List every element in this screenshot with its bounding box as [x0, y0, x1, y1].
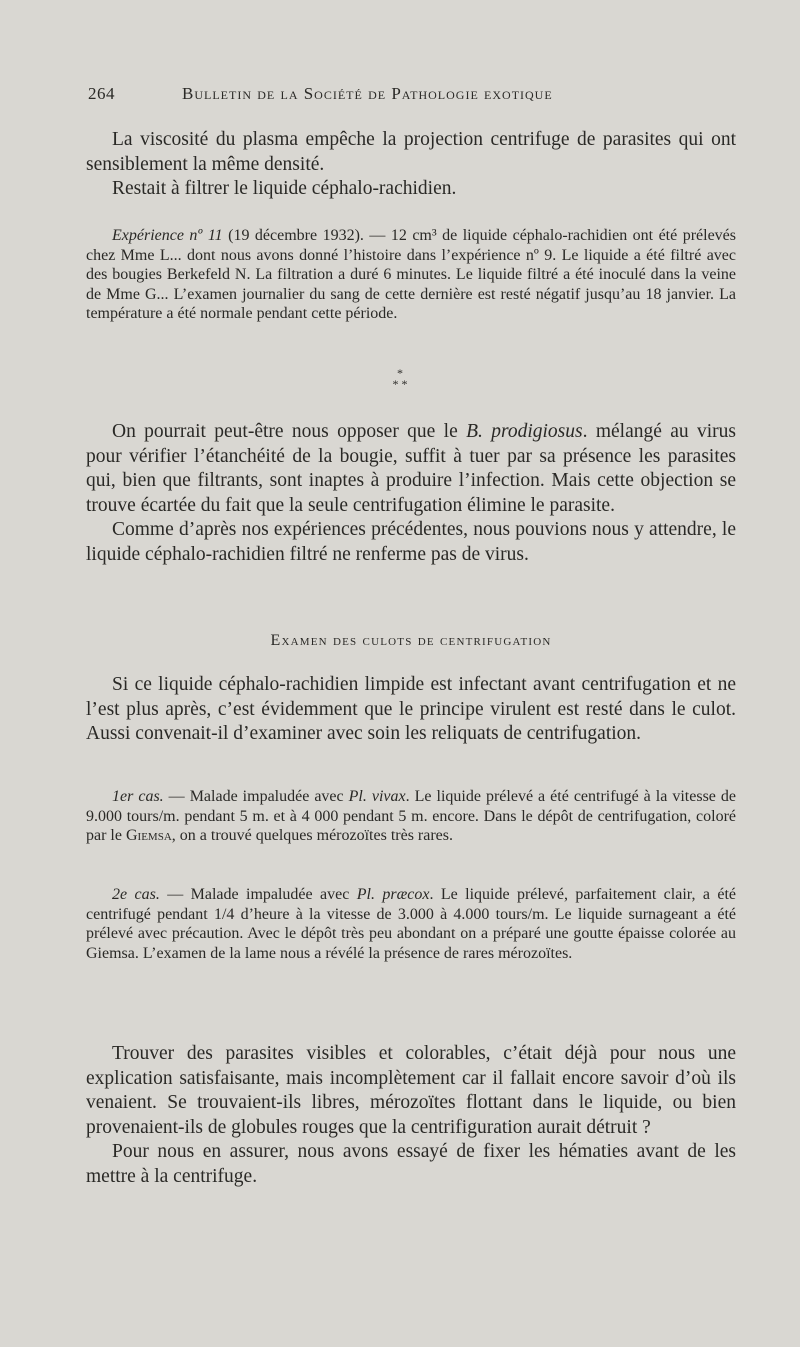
- separator-stars-bottom: * *: [392, 377, 408, 391]
- species-prodigiosus: B. prodigiosus: [466, 421, 583, 442]
- case-1-paragraph: 1er cas. — Malade impaludée avec Pl. vivax. Le liquide prélevé a été centrifugé à la vitesse de 9.000 tours/m. pendant 5 m. et à 4 000 pendant 5 m. encore. Dans le dépôt de centrifugation, coloré par le Giemsa, on a trouvé quelques mérozoïtes très rares.: [86, 788, 737, 844]
- case-1-label: 1er cas.: [112, 788, 164, 805]
- paragraph-culot: Si ce liquide céphalo-rachidien limpide est infectant avant centrifugation et ne l’est plus après, c’est évidemment que le principe virulent est resté dans le culot. Aussi convenait-il d’examiner avec soin les reliquats de centrifugation.: [86, 674, 736, 744]
- closing-paragraphs: [86, 1042, 736, 1189]
- experiment-11: [86, 226, 736, 324]
- experiment-label: Expérience nº 11: [112, 227, 223, 244]
- separator-star-top: *: [397, 366, 403, 380]
- section-paragraph: [86, 673, 736, 747]
- intro-paragraphs: [86, 128, 736, 202]
- section-separator: [380, 368, 420, 390]
- page-number: 264: [88, 84, 115, 103]
- stain-giemsa: Giemsa: [125, 827, 172, 844]
- experiment-text: (19 décembre 1932). — 12 cm³ de liquide céphalo-rachidien ont été prélevés chez Mme L... dont nous avons donné l’histoire dans l’expérience nº 9. Le liquide a été filtré avec des bougies Berkefeld N. La filtration a duré 6 minutes. Le liquide filtré a été inoculé dans la veine de Mme G... L’examen journalier du sang de cette dernière est resté négatif jusqu’au 18 janvier. La température a été normale pendant cette période.: [86, 227, 737, 322]
- paragraph-explanation: Trouver des parasites visibles et colorables, c’était déjà pour nous une explication satisfaisante, mais incomplètement car il fallait encore savoir d’où ils venaient. Se trouvaient-ils libres, mérozoïtes flottant dans le liquide, ou bien provenaient-ils de globules rouges que la centrifiguration aurait détruit ?: [86, 1043, 736, 1138]
- middle-paragraphs: [86, 420, 736, 567]
- species-vivax: Pl. vivax: [348, 788, 406, 805]
- paragraph-viscosity: La viscosité du plasma empêche la projection centrifuge de parasites qui ont sensiblement la même densité.: [86, 129, 736, 175]
- running-title: Bulletin de la Société de Pathologie exotique: [182, 84, 553, 103]
- paragraph-no-virus: Comme d’après nos expériences précédentes, nous pouvions nous y attendre, le liquide céphalo-rachidien filtré ne renferme pas de virus.: [86, 519, 736, 565]
- case-2-paragraph: 2e cas. — Malade impaludée avec Pl. præcox. Le liquide prélevé, parfaitement clair, a été centrifugé pendant 1/4 d’heure à la vitesse de 3.000 à 4.000 tours/m. Le liquide surnageant a été prélevé avec précaution. Avec le dépôt très peu abondant on a préparé une goutte épaisse colorée au Giemsa. L’examen de la lame nous a révélé la présence de rares mérozoïtes.: [86, 886, 736, 962]
- case-2-label: 2e cas.: [112, 886, 160, 903]
- case-2: [86, 885, 736, 963]
- species-praecox: Pl. præcox: [356, 886, 430, 903]
- paragraph-fixation: Pour nous en assurer, nous avons essayé de fixer les hématies avant de les mettre à la centrifuge.: [86, 1141, 736, 1187]
- paragraph-objection: On pourrait peut-être nous opposer que le B. prodigiosus. mélangé au virus pour vérifier l’étanchéité de la bougie, suffit à tuer par sa présence les parasites qui, bien que filtrants, sont inaptes à produire l’infection. Mais cette objection se trouve écartée du fait que la seule centrifugation élimine le parasite.: [86, 421, 736, 516]
- case-1: [86, 787, 736, 846]
- experiment-paragraph: [86, 226, 736, 324]
- paragraph-filter-lcr: Restait à filtrer le liquide céphalo-rachidien.: [112, 178, 457, 199]
- section-title: Examen des culots de centrifugation: [270, 632, 552, 649]
